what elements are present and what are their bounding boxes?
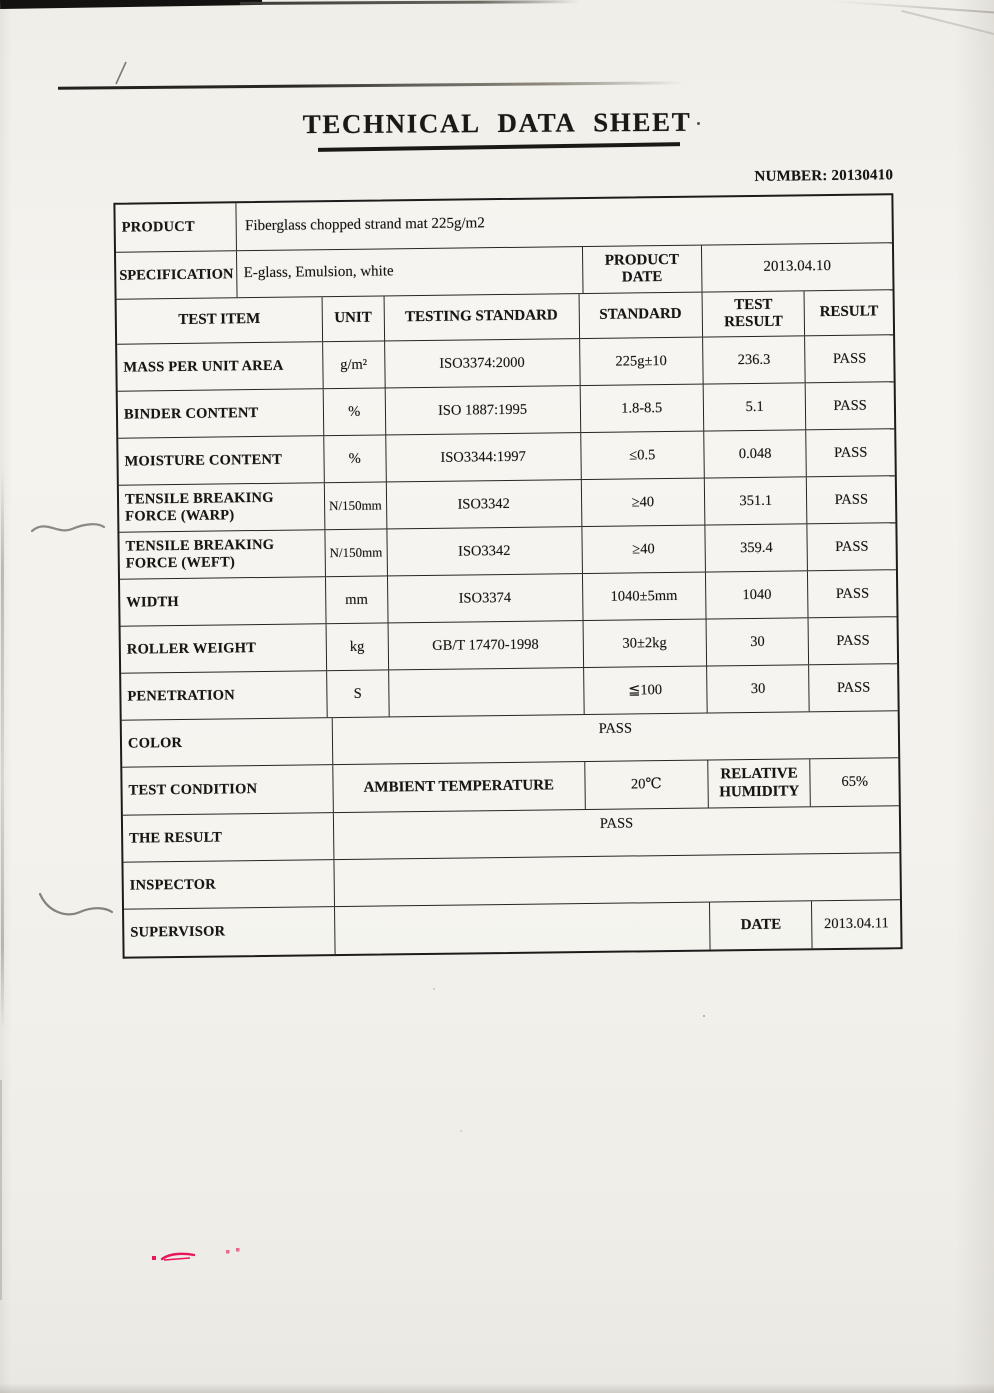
scan-speck [697, 122, 700, 125]
testing-standard: ISO3374 [388, 574, 584, 622]
standard: 1040±5mm [583, 573, 707, 621]
test-item: MOISTURE CONTENT [118, 436, 324, 485]
supervisor-row [124, 900, 901, 956]
testing-standard [389, 668, 585, 716]
humidity-value: 65% [841, 773, 869, 791]
scan-left-streak-artifact [0, 1080, 2, 1300]
ambient-temperature-label: AMBIENT TEMPERATURE [333, 762, 585, 812]
standard: ≤0.5 [581, 432, 705, 480]
unit: mm [326, 576, 388, 623]
unit: % [324, 388, 386, 435]
result: PASS [833, 397, 867, 414]
result: PASS [833, 444, 868, 461]
test-result: 0.048 [704, 430, 807, 477]
date-label: DATE [710, 901, 813, 949]
scan-top-edge-artifact [0, 0, 262, 9]
technical-data-table [113, 193, 902, 958]
unit: g/m² [323, 341, 385, 388]
standard: 1.8-8.5 [580, 385, 704, 433]
result: PASS [836, 679, 871, 696]
unit: N/150mm [325, 482, 387, 529]
standard: 225g±10 [580, 338, 704, 386]
standard: ≦100 [584, 667, 708, 715]
testing-standard: ISO3374:2000 [385, 339, 581, 387]
test-item: TENSILE BREAKING FORCE (WEFT) [119, 530, 325, 579]
header-standard: STANDARD [579, 293, 703, 339]
test-result: 1040 [706, 571, 809, 618]
scan-top-edge-line-artifact [240, 0, 580, 5]
scan-crease-artifact [901, 10, 994, 36]
specification-value: E-glass, Emulsion, white [237, 247, 583, 297]
unit: N/150mm [325, 529, 387, 576]
title-underline [318, 142, 680, 151]
result: PASS [835, 585, 870, 602]
test-result: 236.3 [703, 336, 806, 383]
date-value: 2013.04.11 [824, 915, 889, 933]
test-result: 30 [706, 618, 809, 665]
supervisor-value [335, 903, 711, 955]
result: PASS [834, 491, 869, 508]
test-condition-label: TEST CONDITION [122, 765, 333, 815]
product-date-label: PRODUCT DATE [582, 246, 702, 293]
test-item: ROLLER WEIGHT [121, 624, 327, 673]
test-item: TENSILE BREAKING FORCE (WARP) [119, 483, 325, 532]
temperature-value: 20℃ [585, 761, 709, 810]
scan-speck [433, 988, 435, 990]
unit: kg [326, 623, 388, 670]
color-label: COLOR [122, 718, 333, 767]
inspector-label: INSPECTOR [123, 860, 334, 909]
header-result: RESULT [819, 303, 879, 321]
test-item: MASS PER UNIT AREA [117, 342, 323, 391]
scan-left-streak-artifact [1, 470, 4, 1030]
data-sheet [113, 163, 894, 941]
standard: ≥40 [582, 526, 706, 574]
product-value: Fiberglass chopped strand mat 225g/m2 [244, 215, 485, 235]
testing-standard: ISO3342 [386, 480, 582, 528]
test-result: 359.4 [705, 524, 808, 571]
scan-speck [703, 1015, 705, 1017]
test-result: 5.1 [704, 383, 807, 430]
inspector-value [334, 853, 900, 906]
testing-standard: ISO3344:1997 [386, 433, 582, 481]
color-value: PASS [598, 720, 633, 737]
testing-standard: ISO3342 [387, 527, 583, 575]
header-testing-standard: TESTING STANDARD [384, 294, 579, 340]
header-unit: UNIT [322, 296, 384, 341]
header-test-item: TEST ITEM [117, 297, 323, 344]
standard: ≥40 [581, 479, 705, 527]
page-title: TECHNICAL DATA SHEET [302, 106, 692, 140]
test-item: PENETRATION [121, 671, 327, 720]
product-date-value: 2013.04.10 [763, 258, 832, 276]
red-pen-marks-artifact [150, 1244, 250, 1268]
scan-bottom-shade-artifact [0, 1383, 994, 1393]
testing-standard: ISO 1887:1995 [385, 386, 581, 434]
pen-squiggle-artifact [34, 882, 116, 926]
result: PASS [836, 632, 870, 649]
the-result-label: THE RESULT [123, 813, 334, 862]
pen-squiggle-artifact [28, 505, 108, 545]
document-header [0, 105, 994, 142]
unit: % [324, 435, 386, 482]
result: PASS [832, 350, 867, 367]
test-item: BINDER CONTENT [118, 389, 324, 438]
document-number: NUMBER: 20130410 [754, 167, 894, 185]
test-result: 351.1 [705, 477, 808, 524]
scan-speck [460, 1130, 462, 1132]
supervisor-label: SUPERVISOR [124, 907, 335, 957]
header-test-result: TEST RESULT [702, 291, 805, 336]
product-label: PRODUCT [115, 203, 237, 251]
standard: 30±2kg [583, 620, 707, 668]
unit: S [327, 670, 389, 717]
testing-standard: GB/T 17470-1998 [388, 621, 584, 669]
result: PASS [835, 538, 869, 555]
relative-humidity-label: RELATIVE HUMIDITY [708, 759, 811, 807]
the-result-value: PASS [599, 815, 634, 832]
header-rule-line [58, 81, 683, 89]
specification-label: SPECIFICATION [116, 251, 238, 298]
test-item: WIDTH [120, 577, 326, 626]
test-result: 30 [707, 665, 810, 712]
pen-slash-artifact [112, 60, 132, 86]
